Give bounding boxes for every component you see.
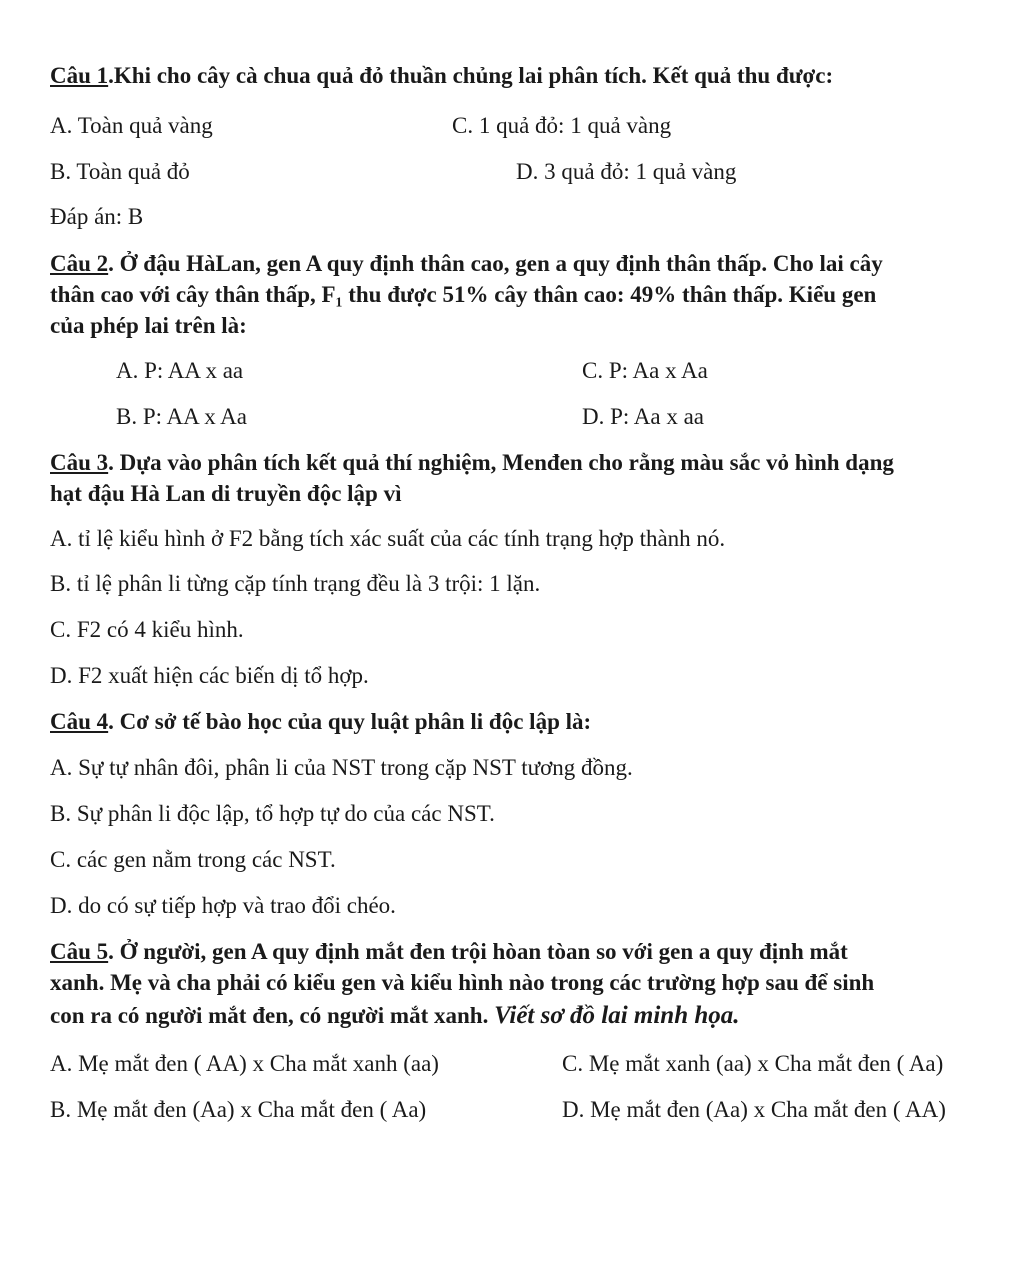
question-2-text-line2: thân cao với cây thân thấp, F₁ thu được 51% cây thân cao: 49% thân thấp. Kiểu gen	[50, 282, 877, 307]
question-5-option-b: B. Mẹ mắt đen (Aa) x Cha mắt đen ( Aa)	[50, 1097, 427, 1122]
question-5-option-d: D. Mẹ mắt đen (Aa) x Cha mắt đen ( AA)	[562, 1097, 946, 1122]
question-5-option-a: A. Mẹ mắt đen ( AA) x Cha mắt xanh (aa)	[50, 1051, 439, 1076]
question-1-stem	[50, 62, 833, 90]
question-2-option-c: C. P: Aa x Aa	[582, 358, 708, 383]
question-2-number: Câu 2	[50, 251, 109, 276]
question-5-option-c: C. Mẹ mắt xanh (aa) x Cha mắt đen ( Aa)	[562, 1051, 944, 1076]
question-1-option-c: C. 1 quả đỏ: 1 quả vàng	[452, 113, 672, 138]
question-5-stem	[50, 938, 848, 966]
question-4-option-c: C. các gen nằm trong các NST.	[50, 847, 336, 872]
question-2-stem	[50, 250, 883, 278]
question-5-text-line3: con ra có người mắt đen, có người mắt xanh.	[50, 1003, 489, 1028]
question-5-text-line1: . Ở người, gen A quy định mắt đen trội hòan tòan so với gen a quy định mắt	[108, 939, 848, 964]
question-2-text-line1: . Ở đậu HàLan, gen A quy định thân cao, gen a quy định thân thấp. Cho lai cây	[108, 251, 883, 276]
question-2-option-b: B. P: AA x Aa	[116, 404, 248, 429]
question-3-option-c: C. F2 có 4 kiểu hình.	[50, 617, 244, 642]
question-4-option-d: D. do có sự tiếp hợp và trao đổi chéo.	[50, 893, 396, 918]
question-1-option-d: D. 3 quả đỏ: 1 quả vàng	[516, 159, 737, 184]
question-2-option-a: A. P: AA x aa	[116, 358, 244, 383]
question-4-text: . Cơ sở tế bào học của quy luật phân li độc lập là:	[108, 709, 592, 734]
question-5-instruction: Viết sơ đồ lai minh họa.	[494, 1002, 740, 1029]
question-4-number: Câu 4	[50, 709, 109, 734]
question-3-stem	[50, 449, 894, 477]
question-1-answer: Đáp án: B	[50, 204, 144, 229]
question-4-option-b: B. Sự phân li độc lập, tổ hợp tự do của các NST.	[50, 801, 495, 826]
question-4-option-a: A. Sự tự nhân đôi, phân li của NST trong cặp NST tương đồng.	[50, 755, 633, 780]
question-3-option-b: B. tỉ lệ phân li từng cặp tính trạng đều là 3 trội: 1 lặn.	[50, 571, 541, 596]
question-3-option-a: A. tỉ lệ kiểu hình ở F2 bằng tích xác suất của các tính trạng hợp thành nó.	[50, 526, 726, 551]
question-3-text-line2: hạt đậu Hà Lan di truyền độc lập vì	[50, 481, 402, 506]
question-1-option-b: B. Toàn quả đỏ	[50, 159, 190, 184]
question-5-number: Câu 5	[50, 939, 109, 964]
question-3-number: Câu 3	[50, 450, 109, 475]
question-4-stem	[50, 708, 591, 736]
question-1-number: Câu 1	[50, 63, 109, 88]
question-1-text: .Khi cho cây cà chua quả đỏ thuần chủng lai phân tích. Kết quả thu được:	[108, 63, 834, 88]
question-3-option-d: D. F2 xuất hiện các biến dị tổ hợp.	[50, 663, 369, 688]
question-2-option-d: D. P: Aa x aa	[582, 404, 705, 429]
question-1-option-a: A. Toàn quả vàng	[50, 113, 213, 138]
question-2-text-line3: của phép lai trên là:	[50, 313, 247, 338]
question-3-text-line1: . Dựa vào phân tích kết quả thí nghiệm, Menđen cho rằng màu sắc vỏ hình dạng	[108, 450, 894, 475]
question-5-text-line3-wrap	[50, 1002, 740, 1030]
question-5-text-line2: xanh. Mẹ và cha phải có kiểu gen và kiểu hình nào trong các trường hợp sau để sinh	[50, 970, 875, 995]
